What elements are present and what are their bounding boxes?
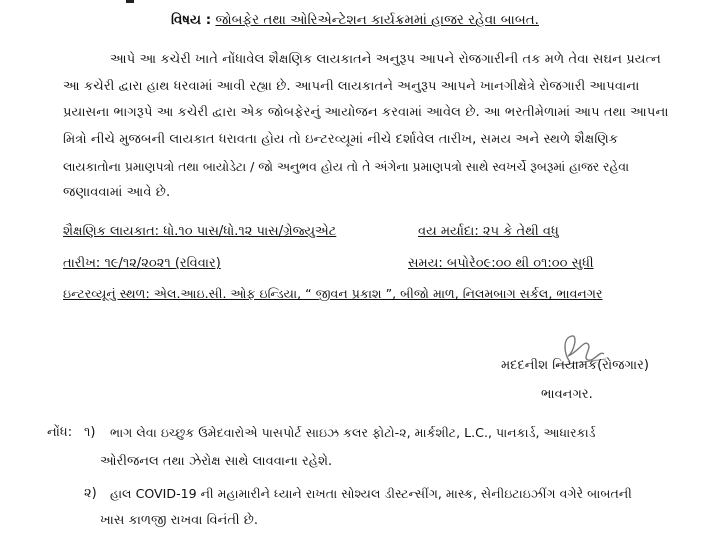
age-limit: વય મર્યાદા: ૨૫ કે તેથી વધુ <box>418 224 559 239</box>
interview-venue: ઇન્ટરવ્યૂનું સ્થળ: એલ.આઇ.સી. ઓફ ઇન્ડિયા, “ જીવન પ્રકાશ ”, બીજો માળ, નિલમબાગ સર્કલ, ભાવનગર <box>63 286 603 301</box>
body-line: મિત્રો નીચે મુજબની લાયકાત ધરાવતા હોય તો ઇન્ટરવ્યૂમાં નીચે દર્શાવેલ તારીખ, સમય અને સ્થળે શૈક્ષણિક <box>63 132 619 147</box>
body-line: જણાવવામાં આવે છે. <box>63 185 171 200</box>
body-line: પ્રયાસના ભાગરૂપે આ કચેરી દ્વારા એક જોબફેરનું આયોજન કરવામાં આવેલ છે. આ ભરતીમેળામાં આપ તથા આપના <box>63 105 669 120</box>
subject-line <box>171 12 539 28</box>
qualification: શૈક્ષણિક લાયકાત: ધો.૧૦ પાસ/ધો.૧૨ પાસ/ગ્રેજ્યુએટ <box>63 224 337 239</box>
note-text: હાલ COVID-19 ની મહામારીને ધ્યાને રાખતા સોશ્યલ ડીસ્ટન્સીંગ, માસ્ક, સેનીઇટાઇઝીંગ વગેરે બાબતની <box>110 486 632 501</box>
interview-date: તારીખ: ૧૯/૧૨/૨૦૨૧ (રવિવાર) <box>63 256 221 271</box>
subject-label: વિષય : <box>171 12 212 28</box>
subject-text: જોબફેર તથા ઓરિએન્ટેશન કાર્યક્રમમાં હાજર રહેવા બાબત. <box>215 12 539 28</box>
note-text: ઓરીજનલ તથા ઝેરોક્ષ સાથે લાવવાના રહેશે. <box>100 454 333 469</box>
body-line: લાયકાતોના પ્રમાણપત્રો તથા બાયોડેટા / જો અનુભવ હોય તો તે અંગેના પ્રમાણપત્રો સાથે સ્વખર્ચે રૂબરૂમાં હાજર રહેવા <box>63 159 630 174</box>
interview-time: સમય: બપોરે૦૯:૦૦ થી ૦૧:૦૦ સુધી <box>408 256 594 271</box>
note-number: ૨) <box>84 486 97 501</box>
body-line: આપે આ કચેરી ખાતે નોંધાવેલ શૈક્ષણિક લાયકાતને અનુરૂપ આપને રોજગારીની તક મળે તેવા સઘન પ્રયત્ન <box>110 52 661 67</box>
note-text: ભાગ લેવા ઇચ્છુક ઉમેદવારોએ પાસપોર્ટ સાઇઝ કલર ફોટો-૨, માર્કશીટ, L.C., પાનકાર્ડ, આધારકાર્ડ <box>110 425 596 440</box>
notes-label: નોંધ: <box>47 425 73 440</box>
scan-artifact <box>126 0 134 3</box>
body-line: આ કચેરી દ્વારા હાથ ધરવામાં આવી રહ્યા છે. આપની લાયકાતને અનુરૂપ આપને ખાનગીક્ષેત્રે રોજગારી આપવાના <box>63 79 640 94</box>
note-number: ૧) <box>84 425 96 440</box>
note-text: ખાસ કાળજી રાખવા વિનંતી છે. <box>100 513 258 528</box>
signatory-place: ભાવનગર. <box>541 387 593 402</box>
signatory-title: મદદનીશ નિયામક(રોજગાર) <box>501 358 649 373</box>
